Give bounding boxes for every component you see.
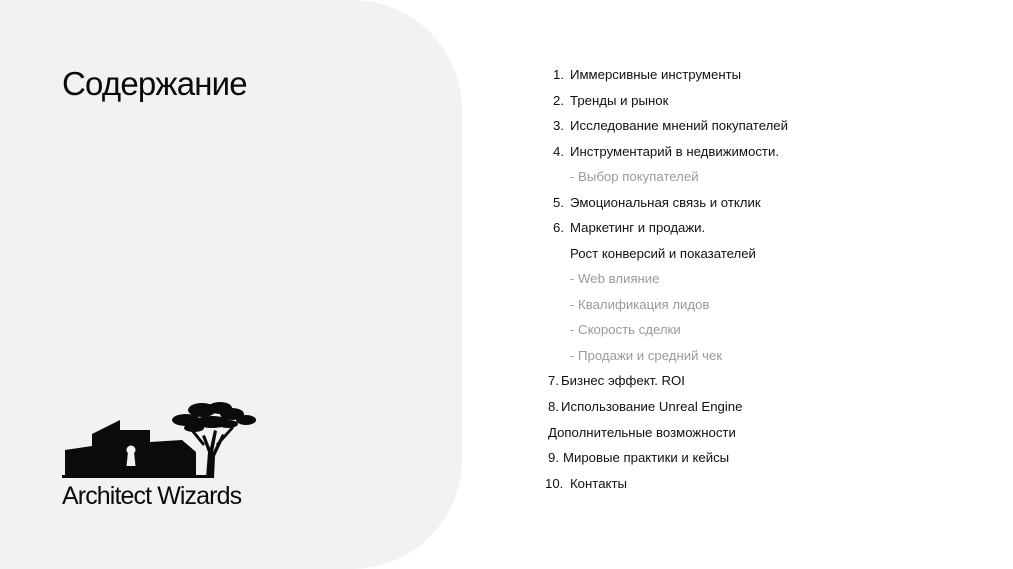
toc-item-number: 8. bbox=[548, 399, 559, 414]
toc-subitem: - Выбор покупателей bbox=[570, 169, 699, 184]
toc-item: Эмоциональная связь и отклик bbox=[570, 195, 761, 210]
toc-item: Иммерсивные инструменты bbox=[570, 67, 742, 82]
logo-text: Architect Wizards bbox=[62, 482, 242, 510]
toc-item-number: 3. bbox=[553, 118, 564, 133]
toc-subitem: - Продажи и средний чек bbox=[570, 348, 723, 363]
toc-item: Исследование мнений покупателей bbox=[570, 118, 788, 133]
toc-item: Контакты bbox=[570, 476, 627, 491]
toc-item: Мировые практики и кейсы bbox=[563, 450, 730, 465]
toc-subitem: - Скорость сделки bbox=[570, 322, 681, 337]
toc-subitem: - Квалификация лидов bbox=[570, 297, 710, 312]
toc-item: Рост конверсий и показателей bbox=[570, 246, 756, 261]
toc-item-number: 2. bbox=[553, 93, 564, 108]
toc-item: Тренды и рынок bbox=[570, 93, 669, 108]
toc-item: Бизнес эффект. ROI bbox=[561, 373, 685, 388]
toc-item: Использование Unreal Engine bbox=[561, 399, 743, 414]
toc-subitem: - Web влияние bbox=[570, 271, 660, 286]
toc-item-number: 10. bbox=[545, 476, 564, 491]
toc-item: Дополнительные возможности bbox=[548, 425, 736, 440]
toc-item-number: 7. bbox=[548, 373, 559, 388]
toc-item-number: 5. bbox=[553, 195, 564, 210]
page-title: Содержание bbox=[62, 65, 247, 102]
toc-item-number: 6. bbox=[553, 220, 564, 235]
toc-item: Маркетинг и продажи. bbox=[570, 220, 706, 235]
toc-item-number: 9. bbox=[548, 450, 559, 465]
house-tree-logo-icon bbox=[62, 400, 262, 478]
toc-item-number: 4. bbox=[553, 144, 564, 159]
toc-item: Инструментарий в недвижимости. bbox=[570, 144, 779, 159]
toc-item-number: 1. bbox=[553, 67, 564, 82]
